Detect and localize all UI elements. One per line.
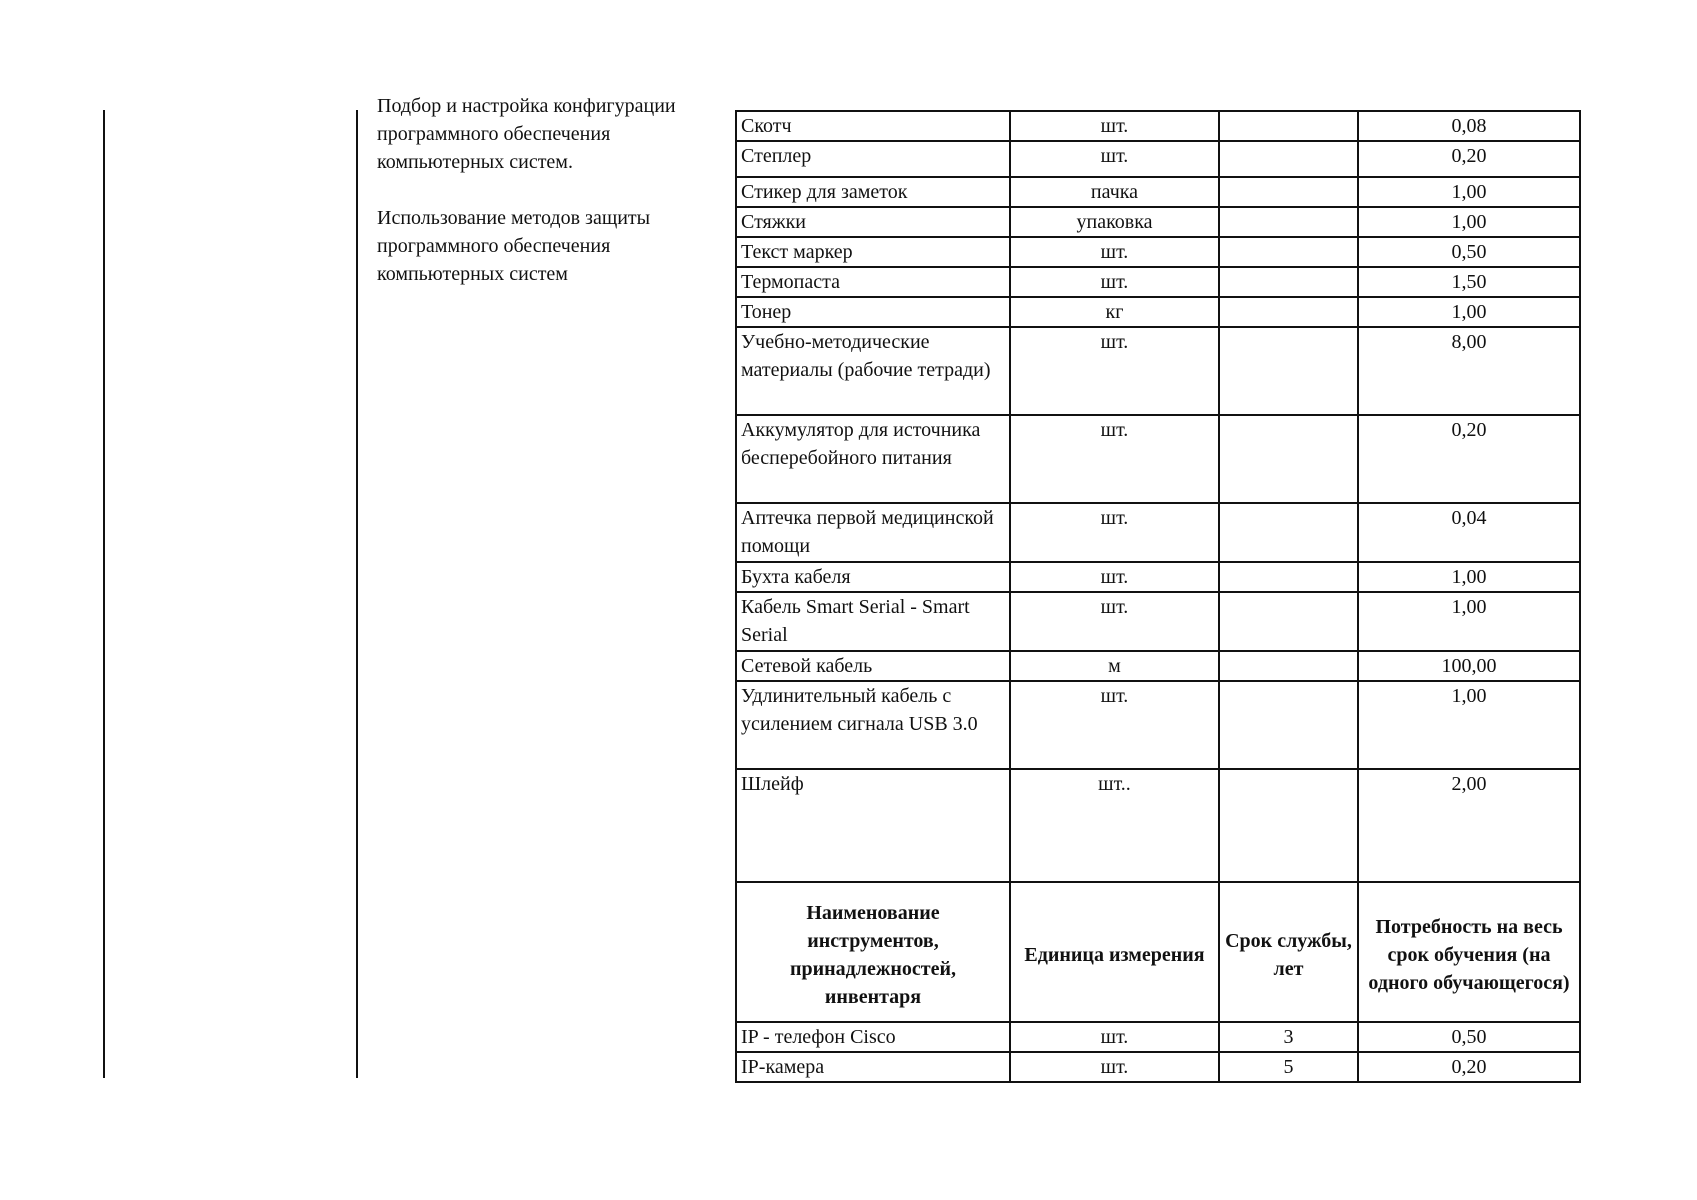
table-row [736, 177, 1580, 207]
header-unit: Единица измерения [1010, 882, 1219, 1022]
item-life [1219, 297, 1358, 327]
item-name: Удлинительный кабель с усилением сигнала USB 3.0 [736, 681, 1010, 769]
item-life [1219, 327, 1358, 415]
competency-paragraph: Использование методов защиты программного обеспечения компьютерных систем [377, 207, 651, 285]
item-name: Стяжки [736, 207, 1010, 237]
table-row [736, 503, 1580, 562]
item-need: 0,50 [1358, 237, 1580, 267]
item-name: IP - телефон Cisco [736, 1022, 1010, 1052]
item-name: Термопаста [736, 267, 1010, 297]
item-unit: шт. [1010, 1022, 1219, 1052]
item-unit: шт.. [1010, 769, 1219, 882]
left-border-line [103, 110, 105, 1078]
item-name: Аптечка первой медицинской помощи [736, 503, 1010, 562]
item-unit: кг [1010, 297, 1219, 327]
item-need: 100,00 [1358, 651, 1580, 681]
item-need: 1,00 [1358, 681, 1580, 769]
item-name: Кабель Smart Serial - Smart Serial [736, 592, 1010, 651]
item-life [1219, 651, 1358, 681]
item-life [1219, 207, 1358, 237]
item-life [1219, 141, 1358, 177]
item-need: 1,00 [1358, 592, 1580, 651]
item-need: 0,08 [1358, 111, 1580, 141]
item-need: 1,50 [1358, 267, 1580, 297]
tools-header-row [736, 882, 1580, 1022]
item-need: 0,04 [1358, 503, 1580, 562]
item-name: Тонер [736, 297, 1010, 327]
item-need: 1,00 [1358, 207, 1580, 237]
item-need: 0,20 [1358, 1052, 1580, 1082]
item-need: 1,00 [1358, 177, 1580, 207]
item-name: Степлер [736, 141, 1010, 177]
item-life [1219, 769, 1358, 882]
table-row [736, 562, 1580, 592]
item-life: 5 [1219, 1052, 1358, 1082]
item-need: 0,20 [1358, 415, 1580, 503]
item-name: Сетевой кабель [736, 651, 1010, 681]
table-row [736, 415, 1580, 503]
item-unit: пачка [1010, 177, 1219, 207]
table-row [736, 237, 1580, 267]
item-unit: шт. [1010, 503, 1219, 562]
item-unit: шт. [1010, 237, 1219, 267]
table-row [736, 207, 1580, 237]
item-life [1219, 592, 1358, 651]
item-name: Аккумулятор для источника бесперебойного питания [736, 415, 1010, 503]
item-name: IP-камера [736, 1052, 1010, 1082]
item-life [1219, 503, 1358, 562]
competency-text-column [377, 96, 717, 1078]
item-life [1219, 237, 1358, 267]
item-life [1219, 111, 1358, 141]
item-unit: упаковка [1010, 207, 1219, 237]
item-unit: шт. [1010, 592, 1219, 651]
item-life [1219, 177, 1358, 207]
item-need: 1,00 [1358, 562, 1580, 592]
item-life [1219, 267, 1358, 297]
item-name: Бухта кабеля [736, 562, 1010, 592]
header-need: Потребность на весь срок обучения (на одного обучающегося) [1358, 882, 1580, 1022]
header-name: Наименование инструментов, принадлежностей, инвентаря [736, 882, 1010, 1022]
column-divider-line [356, 110, 358, 1078]
item-name: Шлейф [736, 769, 1010, 882]
table-row [736, 1022, 1580, 1052]
table-row [736, 592, 1580, 651]
item-unit: шт. [1010, 111, 1219, 141]
item-life [1219, 681, 1358, 769]
table-row [736, 267, 1580, 297]
table-row [736, 681, 1580, 769]
item-unit: шт. [1010, 415, 1219, 503]
item-life: 3 [1219, 1022, 1358, 1052]
item-unit: шт. [1010, 327, 1219, 415]
competency-paragraph: Подбор и настройка конфигурации программного обеспечения компьютерных систем. [377, 96, 676, 173]
item-name: Скотч [736, 111, 1010, 141]
header-life: Срок службы, лет [1219, 882, 1358, 1022]
table-row [736, 141, 1580, 177]
item-life [1219, 562, 1358, 592]
item-name: Стикер для заметок [736, 177, 1010, 207]
item-need: 1,00 [1358, 297, 1580, 327]
table-row [736, 651, 1580, 681]
item-name: Текст маркер [736, 237, 1010, 267]
item-unit: шт. [1010, 681, 1219, 769]
item-need: 0,20 [1358, 141, 1580, 177]
item-need: 0,50 [1358, 1022, 1580, 1052]
item-need: 8,00 [1358, 327, 1580, 415]
item-unit: шт. [1010, 1052, 1219, 1082]
table-row [736, 111, 1580, 141]
table-row [736, 769, 1580, 882]
table-row [736, 327, 1580, 415]
equipment-table [735, 110, 1581, 1083]
item-name: Учебно-методические материалы (рабочие тетради) [736, 327, 1010, 415]
item-unit: шт. [1010, 562, 1219, 592]
item-unit: шт. [1010, 141, 1219, 177]
table-row [736, 297, 1580, 327]
item-life [1219, 415, 1358, 503]
table-row [736, 1052, 1580, 1082]
item-need: 2,00 [1358, 769, 1580, 882]
item-unit: м [1010, 651, 1219, 681]
item-unit: шт. [1010, 267, 1219, 297]
